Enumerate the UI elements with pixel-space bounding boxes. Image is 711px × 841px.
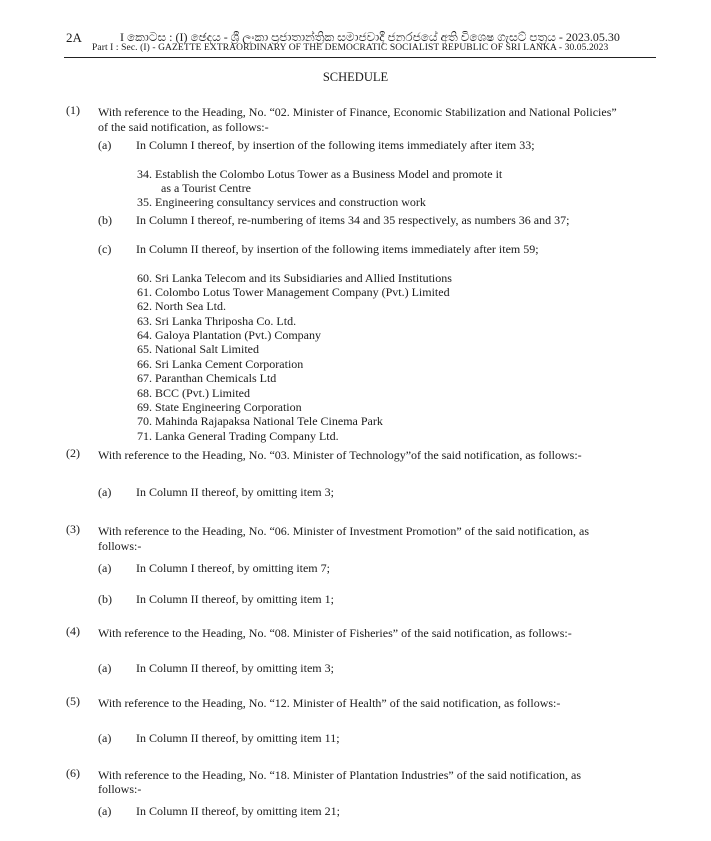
- item-text: In Column II thereof, by omitting item 21;: [136, 804, 340, 818]
- list-item: 34. Establish the Colombo Lotus Tower as a Business Model and promote it: [137, 167, 503, 181]
- item-text: In Column I thereof, by insertion of the following items immediately after item 33;: [136, 138, 535, 152]
- gazette-header-sinhala: I කොටස : (I) ඡෙදය - ශ්‍රී ලංකා ප්‍රජාතාන්ත්‍රික සමාජවාදී ජනරජයේ අති විශෙෂ ගැසට් පත්‍රය - 2023.05.30: [120, 30, 620, 44]
- item-text: In Column II thereof, by omitting item 1;: [136, 592, 334, 606]
- section-heading-line: With reference to the Heading, No. “06. Minister of Investment Promotion” of the said notification, as: [98, 524, 590, 538]
- gazette-header-english: Part I : Sec. (I) - GAZETTE EXTRAORDINARY OF THE DEMOCRATIC SOCIALIST REPUBLIC OF SRI LANKA - 30.05.2023: [92, 43, 609, 53]
- page-number: 2A: [66, 30, 82, 45]
- list-item: 65. National Salt Limited: [137, 342, 259, 356]
- list-item: 61. Colombo Lotus Tower Management Company (Pvt.) Limited: [137, 285, 450, 299]
- section-number: (5): [66, 694, 80, 708]
- section-heading-line: follows:-: [98, 782, 142, 796]
- section-number: (1): [66, 103, 80, 117]
- item-label: (b): [98, 592, 112, 606]
- section-heading-line: With reference to the Heading, No. “03. Minister of Technology”of the said notification, as follows:-: [98, 448, 582, 462]
- item-label: (a): [98, 661, 112, 675]
- item-label: (a): [98, 731, 112, 745]
- item-label: (c): [98, 242, 112, 256]
- list-item: 70. Mahinda Rajapaksa National Tele Cinema Park: [137, 414, 383, 428]
- list-item: 62. North Sea Ltd.: [137, 299, 226, 313]
- list-item: 71. Lanka General Trading Company Ltd.: [137, 429, 339, 443]
- item-label: (a): [98, 561, 112, 575]
- schedule-title: SCHEDULE: [322, 70, 389, 84]
- section-heading-line: follows:-: [98, 539, 142, 553]
- item-label: (a): [98, 485, 112, 499]
- section-number: (2): [66, 446, 80, 460]
- section-heading-line: of the said notification, as follows:-: [98, 120, 269, 134]
- item-text: In Column II thereof, by omitting item 3;: [136, 485, 334, 499]
- list-item: 68. BCC (Pvt.) Limited: [137, 386, 251, 400]
- item-label: (a): [98, 138, 112, 152]
- list-item: 63. Sri Lanka Thriposha Co. Ltd.: [137, 314, 297, 328]
- item-text: In Column I thereof, re-numbering of items 34 and 35 respectively, as numbers 36 and 37;: [136, 213, 570, 227]
- list-item: 69. State Engineering Corporation: [137, 400, 302, 414]
- item-text: In Column II thereof, by omitting item 11;: [136, 731, 340, 745]
- item-text: In Column II thereof, by insertion of the following items immediately after item 59;: [136, 242, 539, 256]
- list-item: as a Tourist Centre: [161, 181, 251, 195]
- section-number: (6): [66, 766, 80, 780]
- list-item: 35. Engineering consultancy services and construction work: [137, 195, 426, 209]
- item-text: In Column II thereof, by omitting item 3;: [136, 661, 334, 675]
- list-item: 66. Sri Lanka Cement Corporation: [137, 357, 304, 371]
- section-heading-line: With reference to the Heading, No. “18. Minister of Plantation Industries” of the said notification, as: [98, 768, 582, 782]
- item-text: In Column I thereof, by omitting item 7;: [136, 561, 330, 575]
- item-label: (b): [98, 213, 112, 227]
- section-heading-line: With reference to the Heading, No. “12. Minister of Health” of the said notification, as follows:-: [98, 696, 561, 710]
- section-number: (4): [66, 624, 80, 638]
- header-rule: [64, 57, 656, 58]
- item-label: (a): [98, 804, 112, 818]
- section-heading-line: With reference to the Heading, No. “08. Minister of Fisheries” of the said notification, as follows:-: [98, 626, 572, 640]
- section-heading-line: With reference to the Heading, No. “02. Minister of Finance, Economic Stabilization and National Policies”: [98, 105, 617, 119]
- list-item: 67. Paranthan Chemicals Ltd: [137, 371, 277, 385]
- section-number: (3): [66, 522, 80, 536]
- list-item: 60. Sri Lanka Telecom and its Subsidiaries and Allied Institutions: [137, 271, 452, 285]
- list-item: 64. Galoya Plantation (Pvt.) Company: [137, 328, 321, 342]
